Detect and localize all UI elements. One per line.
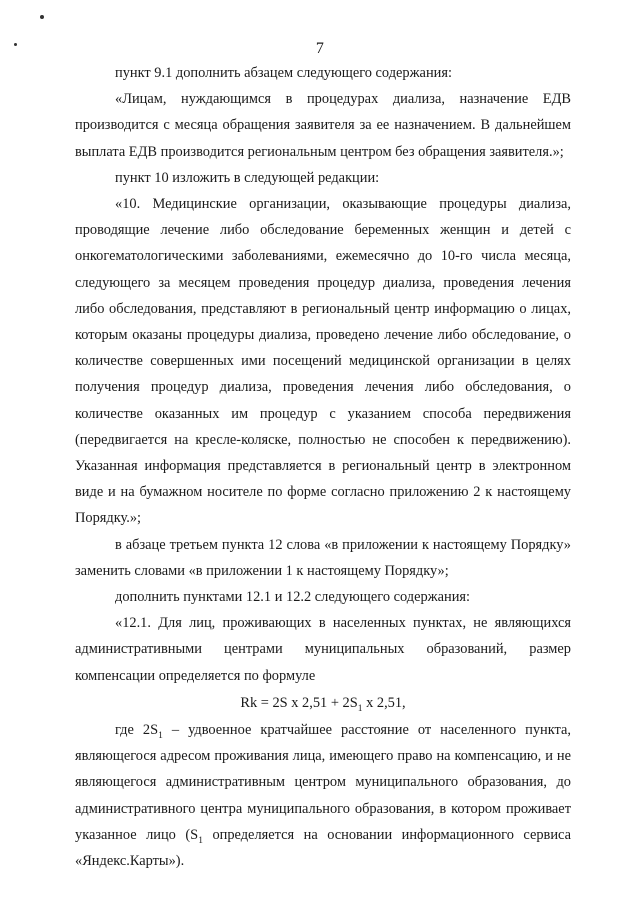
definition-lead: где 2S [115,722,159,739]
paragraph: дополнить пунктами 12.1 и 12.2 следующего содержания: [115,589,471,606]
definition-subscript-2: 1 [198,835,203,846]
definition-subscript: 1 [158,730,163,741]
document-body [75,60,571,874]
formula-main: Rk = 2S x 2,51 + 2S [240,694,358,711]
paragraph: «12.1. Для лиц, проживающих в населенных пунктах, не являющихся административными центрами муниципальных образований, размер компенсации определяется по формуле [75,615,571,684]
paragraph: пункт 10 изложить в следующей редакции: [115,169,380,186]
paragraph: «Лицам, нуждающимся в процедурах диализа, назначение ЕДВ производится с месяца обращения заявителя за ее назначением. В дальнейшем выплата ЕДВ производится региональным центром без обращения заявителя.»; [75,91,571,160]
formula-tail: x 2,51, [362,694,406,711]
scan-speck [40,15,44,19]
formula-subscript: 1 [357,703,363,714]
paragraph: пункт 9.1 дополнить абзацем следующего содержания: [115,65,452,81]
paragraph: «10. Медицинские организации, оказывающие процедуры диализа, проводящие лечение либо обследование беременных женщин и детей с онкогематологическими заболеваниями, ежемесячно до 10-го числа месяца, следующего за месяцем проведения процедур диализа, проведения лечения либо обследования, представляют в региональный центр информацию о лицах, которым оказаны процедуры диализа, проведено лечение либо обследование, о количестве совершенных ими посещений медицинской организации в целях получения процедур диализа, проведения лечения либо обследования, о количестве оказанных им процедур с указанием способа передвижения (передвигается на кресле-коляске, полностью не способен к передвижению). Указанная информация представляется в региональный центр в электронном виде и на бумажном носителе по форме согласно приложению 2 к настоящему Порядку.»; [75,196,571,527]
definition-text: – удвоенное кратчайшее расстояние от населенного пункта, являющегося адресом проживания лица, имеющего право на компенсацию, и не являющегося административным центром муниципального образования, до административного центра муниципального образования, в котором проживает указанное лицо (S [75,722,571,843]
compensation-formula [75,690,571,716]
formula-definition [75,717,571,874]
page-number: 7 [315,40,325,57]
definition-tail: определяется на основании информационного сервиса «Яндекс.Карты»). [75,826,571,870]
paragraph: в абзаце третьем пункта 12 слова «в приложении к настоящему Порядку» заменить словами «в приложении 1 к настоящему Порядку»; [75,536,571,579]
